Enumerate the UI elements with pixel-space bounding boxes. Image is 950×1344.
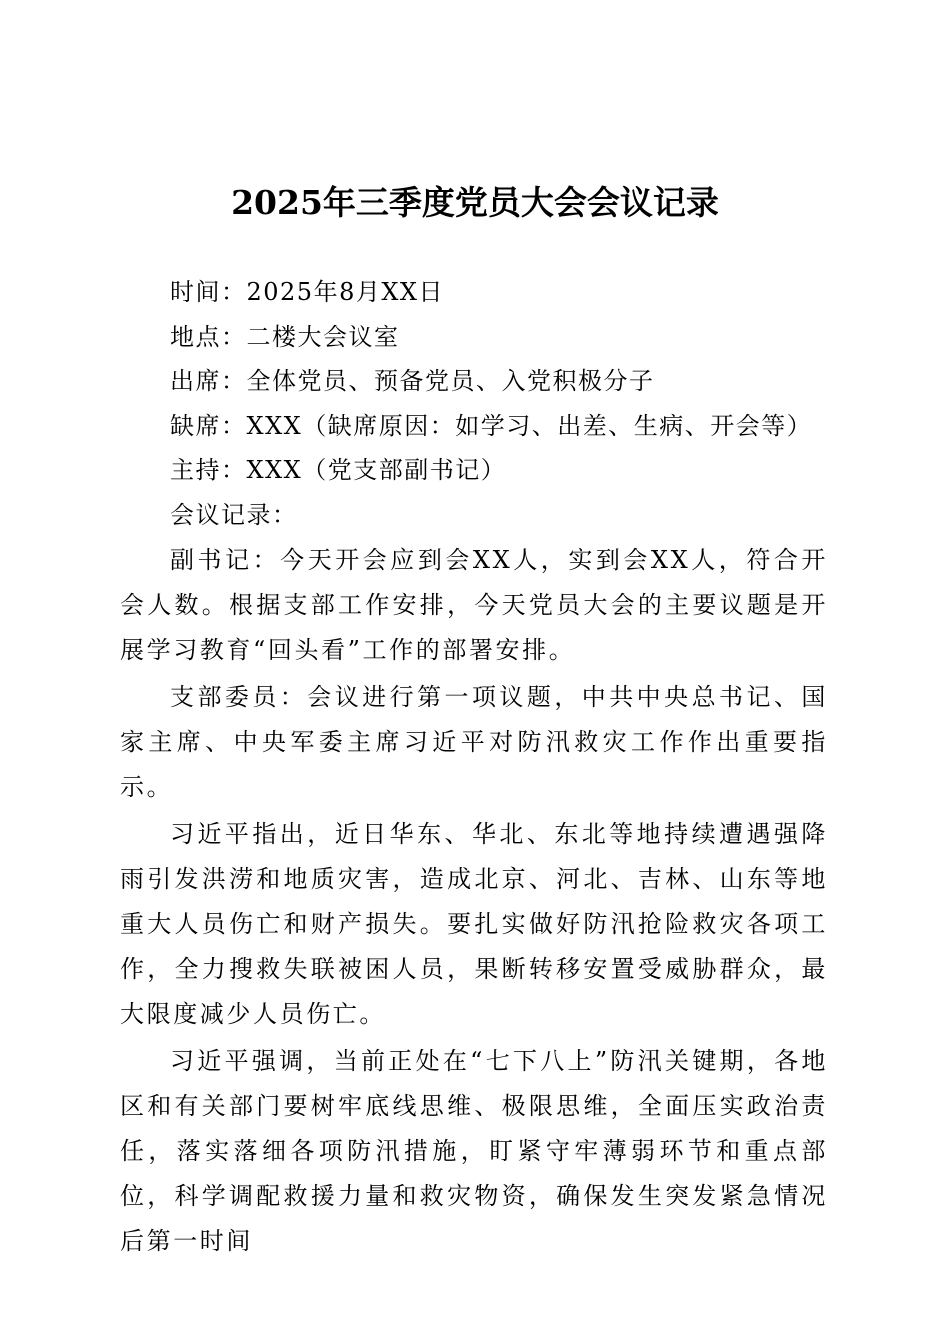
paragraph-emphasis: 习近平强调，当前正处在“七下八上”防汛关键期，各地区和有关部门要树牢底线思维、极限思维，全面压实政治责任，落实落细各项防汛措施，盯紧守牢薄弱环节和重点部位，科学调配救援力量和救灾物资，确保发生突发紧急情况后第一时间 [120, 1047, 828, 1255]
meeting-time: 时间：2025年8月XX日 [170, 278, 445, 306]
document-title: 2025年三季度党员大会会议记录 [231, 183, 719, 222]
meeting-record-body [120, 538, 828, 1266]
meeting-attendees: 出席：全体党员、预备党员、入党积极分子 [170, 367, 655, 395]
meeting-host: 主持：XXX（党支部副书记） [170, 456, 507, 484]
paragraph-instruction: 习近平指出，近日华东、华北、东北等地持续遭遇强降雨引发洪涝和地质灾害，造成北京、河北、吉林、山东等地重大人员伤亡和财产损失。要扎实做好防汛抢险救灾各项工作，全力搜救失联被困人员，果断转移安置受威胁群众，最大限度减少人员伤亡。 [120, 820, 828, 1028]
record-label: 会议记录： [170, 500, 298, 529]
meeting-info [120, 270, 830, 537]
meeting-absent: 缺席：XXX（缺席原因：如学习、出差、生病、开会等） [170, 411, 813, 440]
meeting-location: 地点：二楼大会议室 [170, 322, 400, 351]
paragraph-first-topic: 支部委员：会议进行第一项议题，中共中央总书记、国家主席、中央军委主席习近平对防汛救灾工作作出重要指示。 [120, 683, 828, 801]
paragraph-opening: 副书记：今天开会应到会XX人，实到会XX人，符合开会人数。根据支部工作安排，今天党员大会的主要议题是开展学习教育“回头看”工作的部署安排。 [120, 546, 828, 664]
